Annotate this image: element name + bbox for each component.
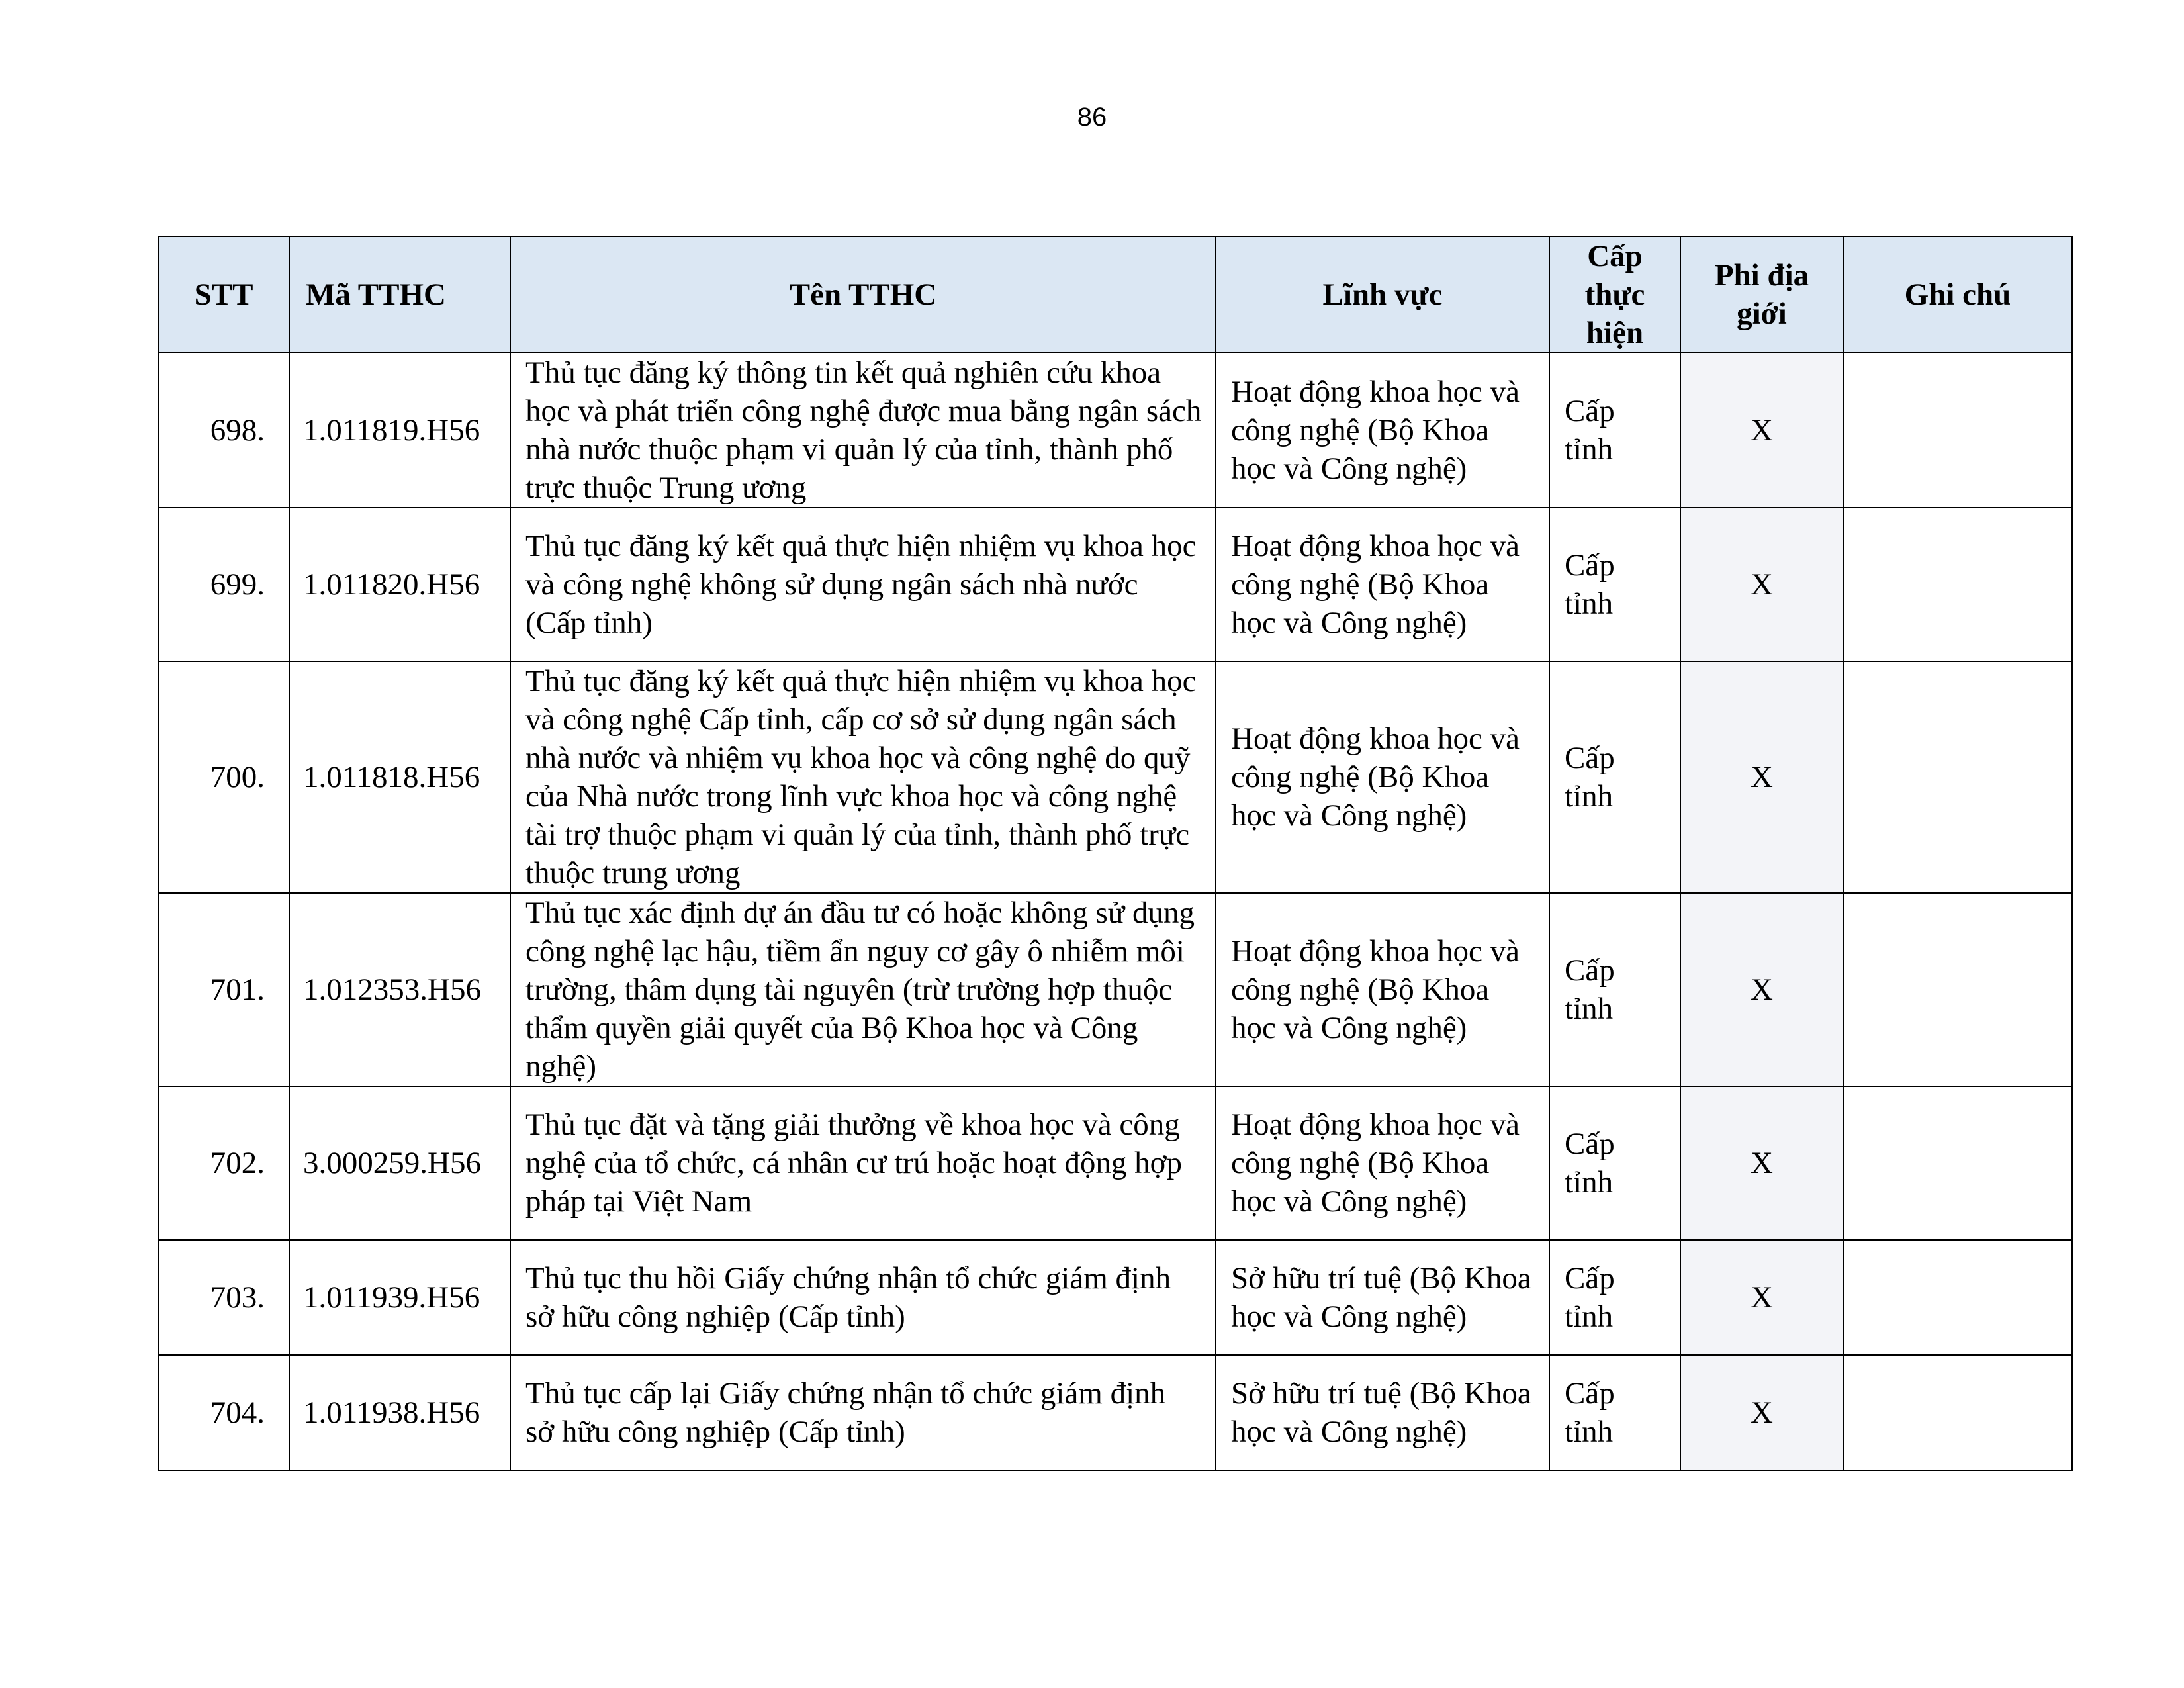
table-row: [158, 1355, 2072, 1470]
cell-name: Thủ tục xác định dự án đầu tư có hoặc không sử dụng công nghệ lạc hậu, tiềm ẩn nguy cơ gây ô nhiễm môi trường, thâm dụng tài nguyên (trừ trường hợp thuộc thẩm quyền giải quyết của Bộ Khoa học và Công nghệ): [510, 893, 1216, 1086]
cell-note: [1843, 353, 2072, 508]
cell-level: Cấp tỉnh: [1549, 353, 1680, 508]
header-non-territorial: Phi địa giới: [1680, 236, 1843, 353]
cell-non-territorial: X: [1680, 893, 1843, 1086]
table-row: [158, 661, 2072, 893]
cell-non-territorial: X: [1680, 1355, 1843, 1470]
cell-field: Hoạt động khoa học và công nghệ (Bộ Khoa học và Công nghệ): [1216, 661, 1549, 893]
procedures-table: [158, 236, 2073, 1471]
cell-note: [1843, 508, 2072, 661]
cell-non-territorial: X: [1680, 353, 1843, 508]
cell-name: Thủ tục đăng ký kết quả thực hiện nhiệm vụ khoa học và công nghệ Cấp tỉnh, cấp cơ sở sử dụng ngân sách nhà nước và nhiệm vụ khoa học và công nghệ do quỹ của Nhà nước trong lĩnh vực khoa học và công nghệ tài trợ thuộc phạm vi quản lý của tỉnh, thành phố trực thuộc trung ương: [510, 661, 1216, 893]
cell-note: [1843, 661, 2072, 893]
cell-code: 1.011939.H56: [289, 1240, 510, 1355]
cell-field: Sở hữu trí tuệ (Bộ Khoa học và Công nghệ): [1216, 1240, 1549, 1355]
cell-level: Cấp tỉnh: [1549, 1086, 1680, 1240]
cell-level: Cấp tỉnh: [1549, 1355, 1680, 1470]
cell-code: 1.011818.H56: [289, 661, 510, 893]
cell-code: 1.011820.H56: [289, 508, 510, 661]
cell-note: [1843, 1086, 2072, 1240]
table-header-row: [158, 236, 2072, 353]
cell-field: Sở hữu trí tuệ (Bộ Khoa học và Công nghệ): [1216, 1355, 1549, 1470]
cell-non-territorial: X: [1680, 1240, 1843, 1355]
cell-field: Hoạt động khoa học và công nghệ (Bộ Khoa học và Công nghệ): [1216, 1086, 1549, 1240]
cell-stt: 698.: [158, 353, 289, 508]
cell-stt: 704.: [158, 1355, 289, 1470]
cell-field: Hoạt động khoa học và công nghệ (Bộ Khoa học và Công nghệ): [1216, 353, 1549, 508]
cell-note: [1843, 1355, 2072, 1470]
header-level: Cấp thực hiện: [1549, 236, 1680, 353]
cell-field: Hoạt động khoa học và công nghệ (Bộ Khoa học và Công nghệ): [1216, 893, 1549, 1086]
cell-name: Thủ tục thu hồi Giấy chứng nhận tổ chức giám định sở hữu công nghiệp (Cấp tỉnh): [510, 1240, 1216, 1355]
table-row: [158, 1240, 2072, 1355]
cell-note: [1843, 1240, 2072, 1355]
cell-non-territorial: X: [1680, 1086, 1843, 1240]
cell-level: Cấp tỉnh: [1549, 1240, 1680, 1355]
header-code: Mã TTHC: [289, 236, 510, 353]
table-row: [158, 1086, 2072, 1240]
cell-name: Thủ tục cấp lại Giấy chứng nhận tổ chức giám định sở hữu công nghiệp (Cấp tỉnh): [510, 1355, 1216, 1470]
header-name: Tên TTHC: [510, 236, 1216, 353]
cell-code: 1.011938.H56: [289, 1355, 510, 1470]
table-row: [158, 353, 2072, 508]
cell-code: 1.012353.H56: [289, 893, 510, 1086]
header-field: Lĩnh vực: [1216, 236, 1549, 353]
table-row: [158, 893, 2072, 1086]
cell-stt: 700.: [158, 661, 289, 893]
cell-stt: 701.: [158, 893, 289, 1086]
cell-note: [1843, 893, 2072, 1086]
cell-code: 1.011819.H56: [289, 353, 510, 508]
header-stt: STT: [158, 236, 289, 353]
cell-level: Cấp tỉnh: [1549, 893, 1680, 1086]
cell-name: Thủ tục đăng ký kết quả thực hiện nhiệm vụ khoa học và công nghệ không sử dụng ngân sách nhà nước (Cấp tỉnh): [510, 508, 1216, 661]
table-row: [158, 508, 2072, 661]
cell-name: Thủ tục đăng ký thông tin kết quả nghiên cứu khoa học và phát triển công nghệ được mua bằng ngân sách nhà nước thuộc phạm vi quản lý của tỉnh, thành phố trực thuộc Trung ương: [510, 353, 1216, 508]
cell-level: Cấp tỉnh: [1549, 508, 1680, 661]
page-number: 86: [1077, 103, 1107, 132]
cell-field: Hoạt động khoa học và công nghệ (Bộ Khoa học và Công nghệ): [1216, 508, 1549, 661]
cell-stt: 699.: [158, 508, 289, 661]
cell-level: Cấp tỉnh: [1549, 661, 1680, 893]
cell-name: Thủ tục đặt và tặng giải thưởng về khoa học và công nghệ của tổ chức, cá nhân cư trú hoặc hoạt động hợp pháp tại Việt Nam: [510, 1086, 1216, 1240]
header-note: Ghi chú: [1843, 236, 2072, 353]
cell-stt: 702.: [158, 1086, 289, 1240]
cell-stt: 703.: [158, 1240, 289, 1355]
cell-non-territorial: X: [1680, 508, 1843, 661]
cell-non-territorial: X: [1680, 661, 1843, 893]
cell-code: 3.000259.H56: [289, 1086, 510, 1240]
